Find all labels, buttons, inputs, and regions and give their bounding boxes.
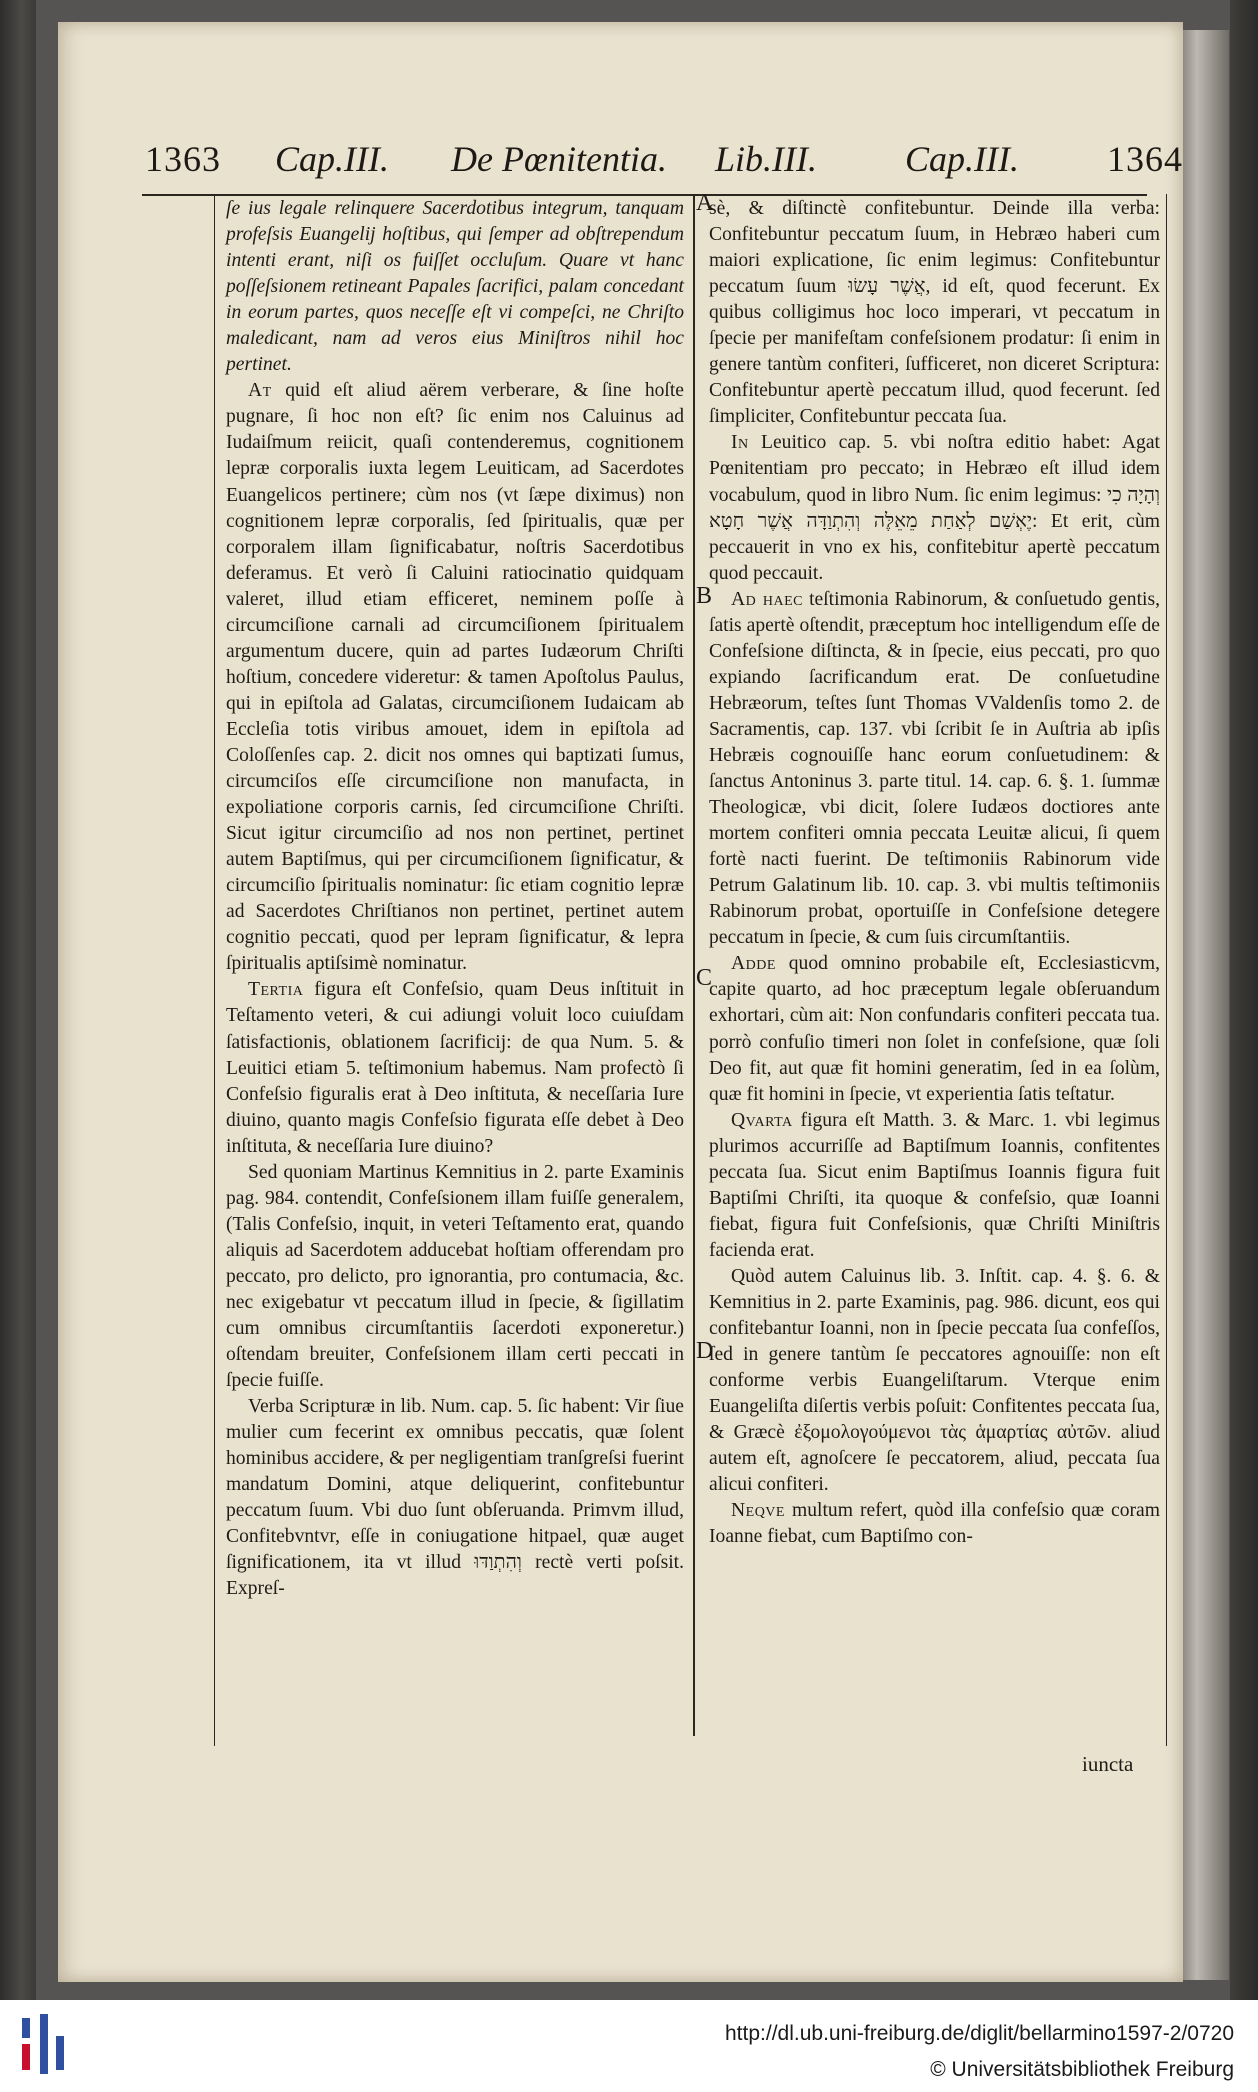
paragraph-lead: At [248, 380, 272, 402]
paragraph-text: Verba Scripturæ in lib. Num. cap. 5. ſic habent: Vir ſiue mulier cum fecerint ex omnibus peccatis, quæ ſolent hominibus accidere, & per negligentiam tranſgreſsi fuerint mandatum Domini, atque deliquerint, confitebuntur peccatum ſuum. Vbi duo ſunt obſeruanda. Primvm illud, Confitebvntvr, eſſe in coniugatione hitpael, quæ auget ſignificationem, ita vt illud וְהִתְוַדּוּ rectè verti poſsit. Expreſ- [226, 1396, 684, 1600]
paragraph [709, 196, 1160, 430]
paragraph-text: figura eſt Matth. 3. & Marc. 1. vbi legimus plurimos accurriſſe ad Baptiſmum Ioannis, confitentes peccata ſua. Sicut enim Baptiſmus Ioannis figura fuit Baptiſmi Chriſti, ita quoque & confeſsio, quæ Ioanni fiebat, figura fuit Confeſsionis, quæ Chriſti Miniſtris facienda erat. [709, 1109, 1160, 1261]
left-frame-rule [214, 194, 215, 1746]
right-text-column [709, 196, 1160, 1550]
page-number-left: 1363 [145, 139, 221, 179]
paragraph [709, 1498, 1160, 1550]
copyright-notice: © Universitätsbibliothek Freiburg [930, 2058, 1234, 2081]
paragraph-lead: Qvarta [731, 1109, 793, 1131]
margin-letter-a: A [696, 190, 714, 216]
page-edge [1183, 30, 1229, 1980]
paragraph-lead: In [731, 432, 749, 454]
paragraph-text: Sed quoniam Martinus Kemnitius in 2. parte Examinis pag. 984. contendit, Confeſsionem illam fuiſſe generalem, (Talis Confeſsio, inquit, in veteri Teſtamento erat, quando aliquis ad Sacerdotem adducebat hoſtiam offerendam pro peccato, pro delicto, pro ignorantia, pro contumacia, &c. nec exigebatur vt peccatum illud in ſpecie, & ſigillatim cum omnibus circumſtantiis ſacerdoti exponeretur.) oſtendam breuiter, Confeſsionem illam certi peccati in ſpecie fuiſſe. [226, 1161, 684, 1392]
chapter-right: Cap.III. [905, 139, 1019, 179]
paragraph [226, 1394, 684, 1602]
margin-letter-b: B [696, 583, 713, 609]
running-head [135, 138, 1185, 190]
paragraph [709, 1264, 1160, 1498]
catchword: iuncta [1082, 1752, 1134, 1776]
university-logo-icon [16, 2014, 76, 2078]
paragraph [709, 951, 1160, 1107]
paragraph [709, 1108, 1160, 1264]
paragraph-text: ſe ius legale relinquere Sacerdotibus integrum, tanquam profeſsis Euangelij hoſtibus, qui ſemper ad obſtrependum intenti erant, niſi os fuiſſet occluſum. Quare vt hanc poſſeſsionem retineant Papales ſacrifici, palam concedant in eorum partes, quos neceſſe eſt vi compeſci, ne Chriſto maledicant, nam ad veros eius Miniſtros nihil hoc pertinet. [226, 198, 684, 376]
paragraph [709, 430, 1160, 586]
margin-letter-d: D [696, 1338, 714, 1364]
paragraph-lead: Ad haec [731, 588, 803, 610]
paragraph-text: sè, & diſtinctè confitebuntur. Deinde illa verba: Confitebuntur peccatum ſuum, in Hebræo haberi cum maiori explicatione, ſic enim legimus: Confitebuntur peccatum ſuum אֲשֶׁר עָשׂוּ, id eſt, quod fecerunt. Ex quibus colligimus hoc loco imperari, vt peccatum in ſpecie per manifeſtam confeſsionem prodatur: ſi enim in genere tantùm confiteri, ſufficeret, non diceret Scriptura: Confitebuntur apertè peccatum illud, quod fecerunt. ſed ſimpliciter, Confitebuntur peccata ſua. [709, 198, 1160, 428]
paragraph [709, 587, 1160, 952]
paragraph [226, 196, 684, 378]
column-divider [693, 194, 695, 1736]
library-footer [0, 2000, 1258, 2092]
paragraph-lead: Tertia [248, 979, 304, 1001]
page-number-right: 1364 [1107, 139, 1183, 179]
paragraph-text: teſtimonia Rabinorum, & conſuetudo gentis, ſatis apertè oſtendit, præceptum hoc intelligendum eſſe de Confeſsione diſtincta, & in ſpecie, eius peccati, pro quo expiando ſacrificandum erat. De conſuetudine Hebræorum, teſtes ſunt Thomas VValdenſis tomo 2. de Sacramentis, cap. 137. vbi ſcribit ſe in Auſtria ab ipſis Hebræis cognouiſſe hanc eorum conſuetudinem: & ſanctus Antoninus 3. parte titul. 14. cap. 6. §. 1. ſummæ Theologicæ, vbi dicit, ſolere Iudæos doctiores ante mortem confiteri omnia peccata Leuitæ alicui, ſi quem fortè nacti fuerint. De teſtimoniis Rabinorum vide Petrum Galatinum lib. 10. cap. 3. vbi multis teſtimoniis Rabinorum probat, oportuiſſe in Confeſsione detegere peccatum in ſpecie, & cum ſuis circumſtantiis. [709, 588, 1160, 949]
permalink-url[interactable]: http://dl.ub.uni-freiburg.de/diglit/bellarmino1597-2/0720 [725, 2022, 1234, 2045]
book-label: Lib.III. [715, 139, 817, 179]
paragraph-lead: Adde [731, 953, 776, 975]
paragraph-text: figura eſt Confeſsio, quam Deus inſtituit in Teſtamento veteri, & cui adiungi voluit loco cuiuſdam ſatisfactionis, oblationem ſacrificij: de qua Num. 5. & Leuitici etiam 5. teſtimonium habemus. Nam profectò ſi Confeſsio figuralis erat à Deo inſtituta, & neceſſaria Iure diuino, quanto magis Confeſsio figurata eſſe debet à Deo inſtituta, & neceſſaria Iure diuino? [226, 979, 684, 1157]
chapter-left: Cap.III. [275, 139, 389, 179]
paragraph-text: quod omnino probabile eſt, Ecclesiasticvm, capite quarto, ad hoc præceptum legale obſeruandum exhortari, cùm ait: Non confundaris confiteri peccata tua. porrò confuſio timeri non ſolet in confeſsione, quæ ſoli Deo fit, aut quæ fit homini generatim, ſed in ea ſolùm, quæ fit homini in ſpecie, vt experientia ſatis teſtatur. [709, 953, 1160, 1105]
paragraph-text: Quòd autem Caluinus lib. 3. Inſtit. cap. 4. §. 6. & Kemnitius in 2. parte Examinis, pag. 986. dicunt, eos qui confitebantur Ioanni, non in ſpecie peccata ſua confeſſos, ſed in genere tantùm ſe peccatores agnouiſſe: non eſt conforme verbis Euangeliſtarum. Vterque enim Euangeliſta diſertis verbis poſuit: Confitentes peccata ſua, & Græcè ἐξομολογούμενοι τὰς ἁμαρτίας αὐτῶν. aliud autem eſt, agnoſcere ſe peccatorem, aliud, peccata ſua alicui confiteri. [709, 1265, 1160, 1496]
paragraph-lead: Neqve [731, 1500, 785, 1522]
margin-letter-c: C [696, 965, 713, 991]
left-text-column [226, 196, 684, 1603]
paragraph [226, 378, 684, 977]
paragraph-text: Leuitico cap. 5. vbi noſtra editio habet: Agat Pœnitentiam pro peccato; in Hebræo eſt illud idem vocabulum, quod in libro Num. ſic enim legimus: וְהָיָה כִי יֶאְשַׁם לְאַחַת מֵאֵלֶּה וְהִתְוַדָּה אֲשֶׁר חָטָא: Et erit, cùm peccauerit in vno ex his, confitebitur apertè peccatum quod peccauit. [709, 432, 1160, 584]
scan-border [1230, 0, 1258, 2000]
page-title: De Pœnitentia. [451, 139, 667, 179]
paragraph-text: quid eſt aliud aërem verberare, & ſine hoſte pugnare, ſi hoc non eſt? ſic enim nos Caluinus ad Iudaiſmum reiicit, quaſi contenderemus, cognitionem lepræ corporalis iuxta legem Leuiticam, ad Sacerdotes Euangelicos pertinere; cùm nos (vt ſæpe diximus) non cognitionem lepræ corporalis, ſed ſpiritualis, quæ per corporalem illam ſignificabatur, noſtris Sacerdotibus deferamus. Et verò ſi Caluini ratiocinatio quidquam valeret, illud etiam efficeret, neminem poſſe à circumciſione carnali ad circumciſionem ſpiritualem argumentum ducere, quin ad partes Iudæorum Chriſti hoſtium, concedere videretur: & tamen Apoſtolus Paulus, qui in epiſtola ad Galatas, circumciſionem Iudaicam ab Eccleſia totis viribus amouet, idem in epiſtola ad Coloſſenſes cap. 2. dicit nos omnes qui baptizati ſumus, circumciſos eſſe circumciſione non manufacta, in expoliatione corporis carnis, ſed circumciſione Chriſti. Sicut igitur circumciſio ad nos non pertinet, pertinet autem Baptiſmus, qui per circumciſionem ſignificatur, & circumciſio ſpiritualis nominatur: ſic etiam cognitio lepræ ad Sacerdotes Chriſtianos non pertinet, pertinet autem cognitio peccati, quod per lepram ſignificatur, & lepra ſpiritualis aptiſsimè nominatur. [226, 380, 684, 975]
paragraph-text: multum refert, quòd illa confeſsio quæ coram Ioanne fiebat, cum Baptiſmo con- [709, 1500, 1160, 1548]
paragraph [226, 1160, 684, 1394]
right-frame-rule [1166, 194, 1167, 1746]
paragraph [226, 977, 684, 1159]
book-binding [0, 0, 36, 2000]
